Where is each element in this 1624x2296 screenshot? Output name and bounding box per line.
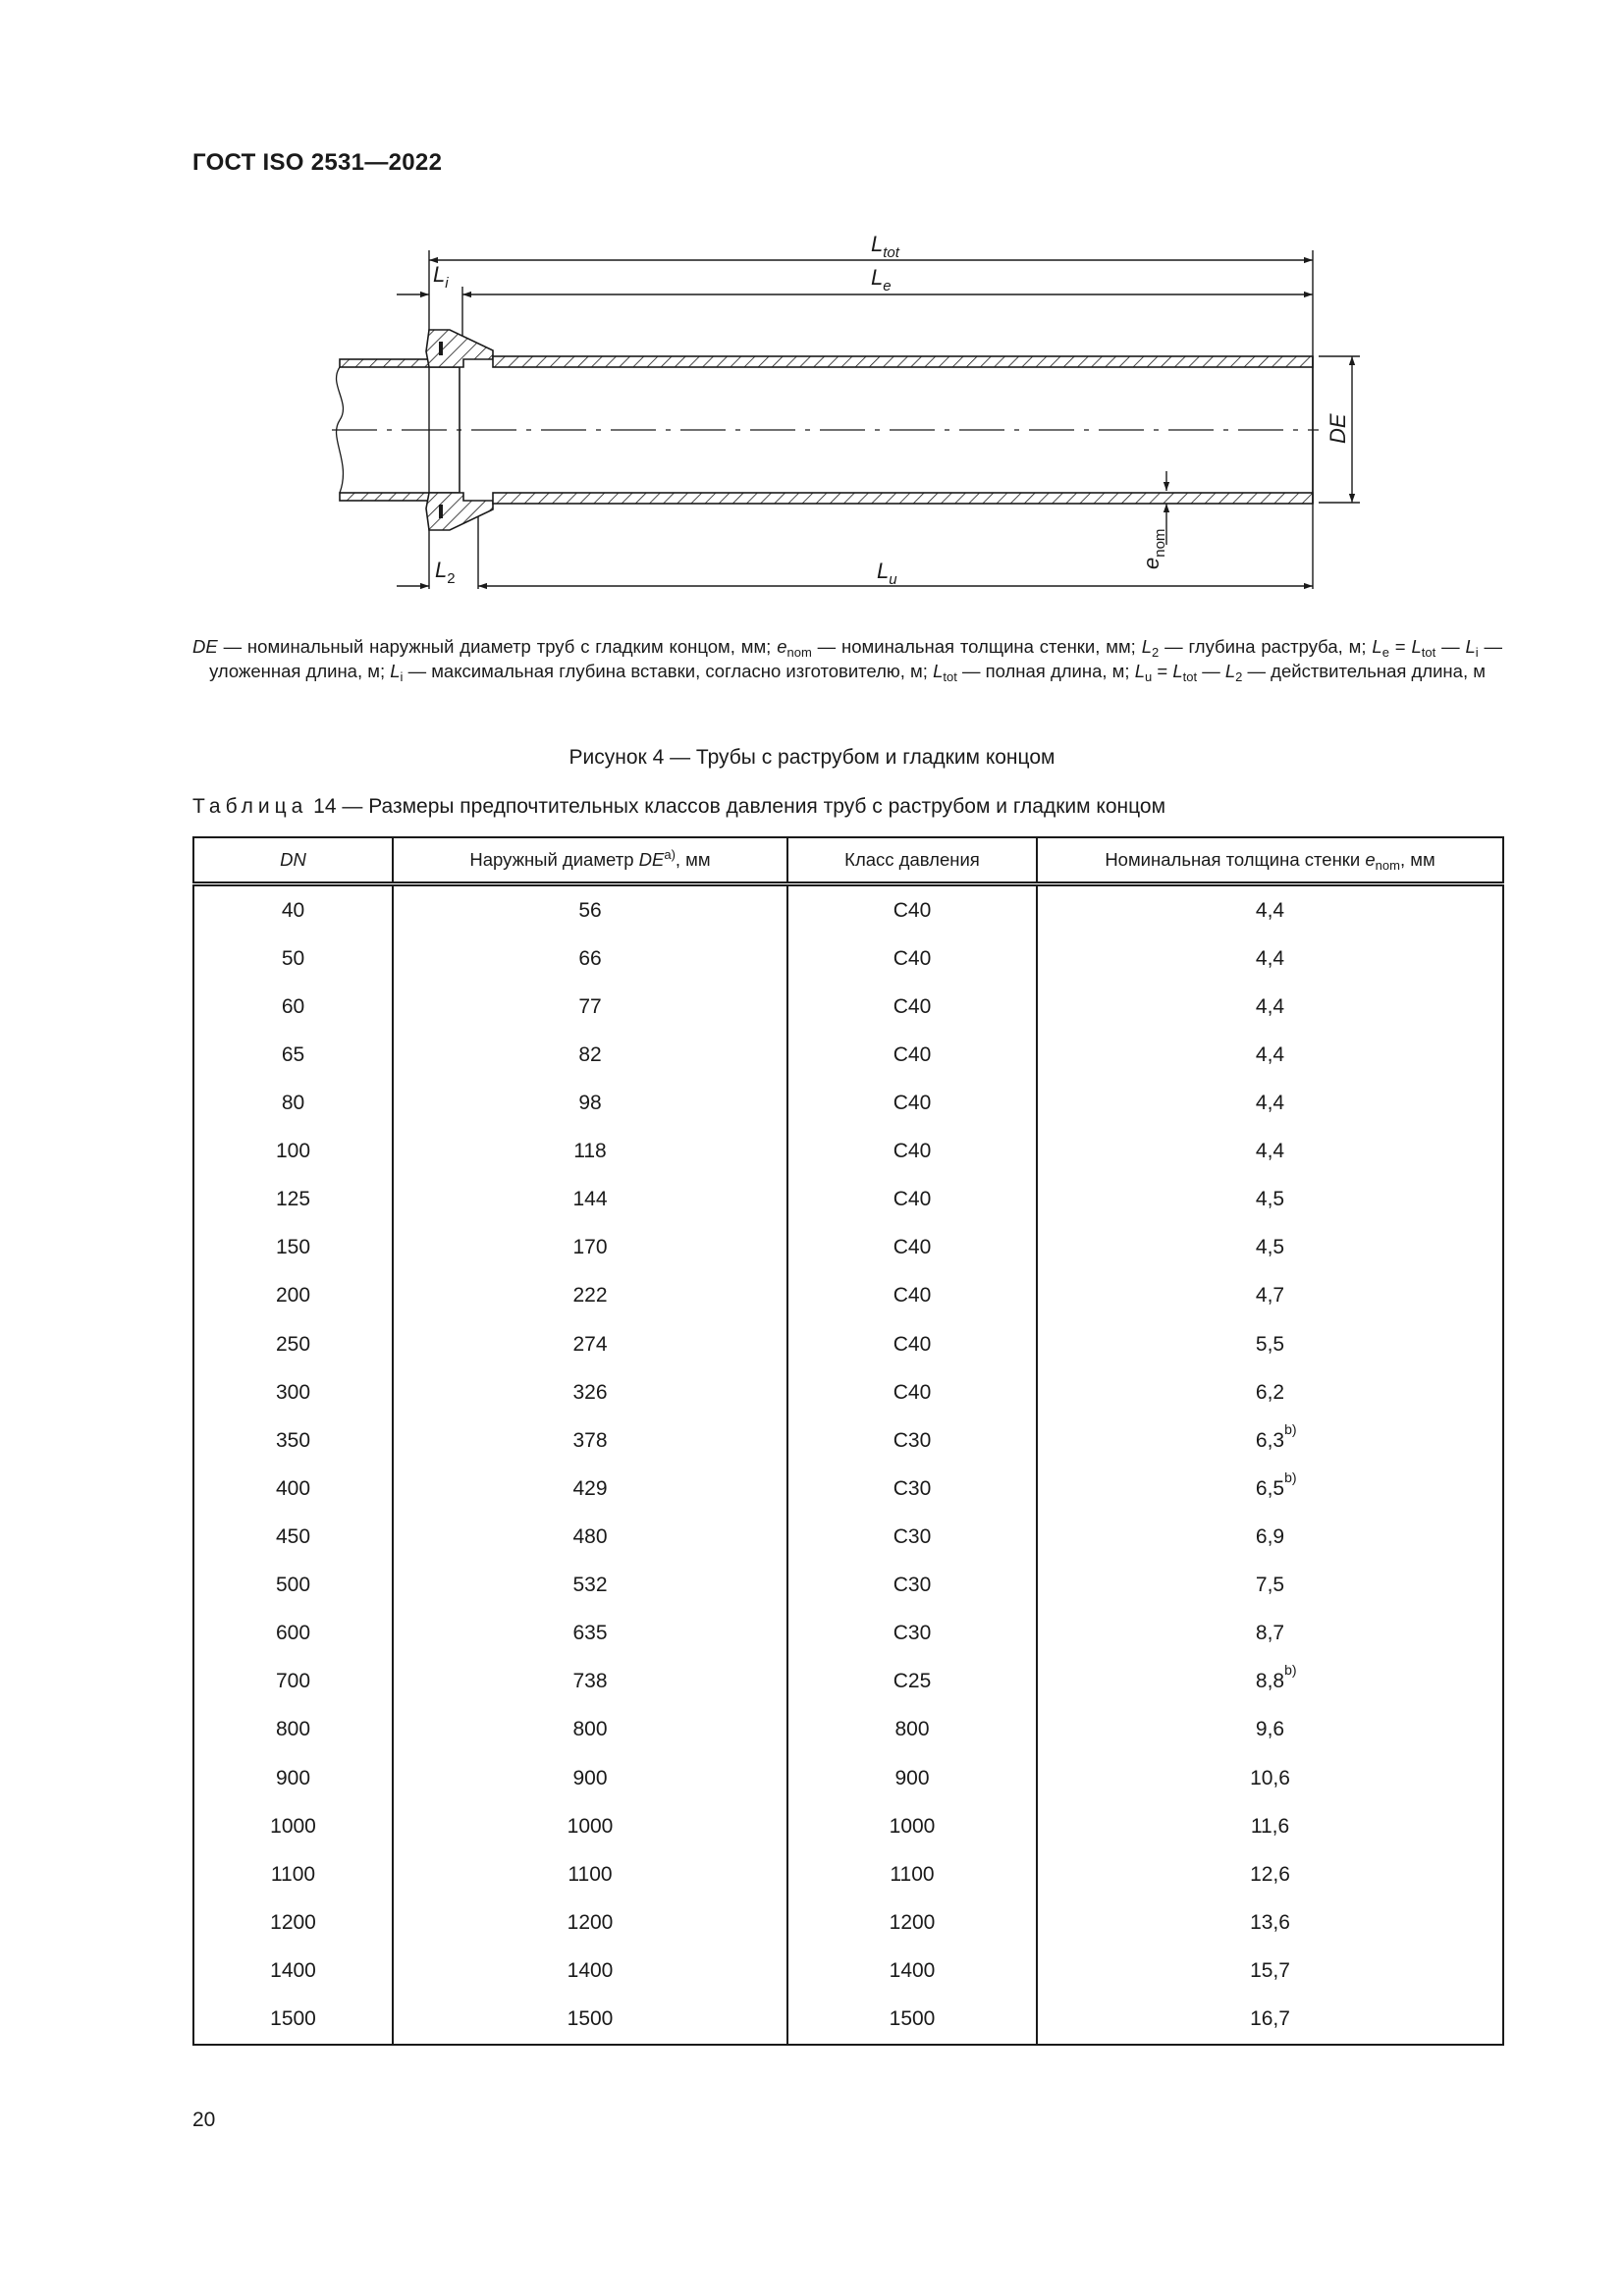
- table-row: [193, 1562, 1503, 1610]
- cell-wall: [1037, 1079, 1503, 1127]
- table-row: [193, 1996, 1503, 2045]
- wall-value: [1255, 1662, 1297, 1693]
- cell-cls: C30: [787, 1610, 1037, 1658]
- cell-wall: [1037, 1610, 1503, 1658]
- wall-number: 4,5: [1255, 1236, 1285, 1259]
- cell-de: 900: [393, 1754, 787, 1802]
- table-row: [193, 1850, 1503, 1898]
- cell-wall: [1037, 1513, 1503, 1561]
- cell-cls: C30: [787, 1513, 1037, 1561]
- cell-dn: 1100: [193, 1850, 393, 1898]
- wall-value: [1255, 1468, 1297, 1500]
- wall-number: 4,4: [1255, 994, 1285, 1018]
- cell-cls: C40: [787, 1031, 1037, 1079]
- cell-wall: [1037, 1176, 1503, 1224]
- table-caption: [192, 795, 1165, 819]
- cell-de: 1500: [393, 1996, 787, 2045]
- wall-value: [1256, 899, 1284, 922]
- cell-cls: C30: [787, 1562, 1037, 1610]
- standard-header: ГОСТ ISO 2531—2022: [192, 149, 443, 176]
- wall-value: [1250, 2007, 1290, 2030]
- cell-dn: 1000: [193, 1802, 393, 1850]
- wall-value: [1256, 1092, 1284, 1114]
- table-row: [193, 1947, 1503, 1995]
- table-row: [193, 1898, 1503, 1947]
- wall-number: 4,4: [1255, 1042, 1285, 1066]
- table-row: [193, 1368, 1503, 1416]
- cell-de: 480: [393, 1513, 787, 1561]
- wall-number: 4,4: [1255, 898, 1285, 922]
- cell-de: 800: [393, 1706, 787, 1754]
- cell-de: 56: [393, 884, 787, 935]
- wall-number: 4,5: [1255, 1188, 1285, 1211]
- cell-dn: 700: [193, 1658, 393, 1706]
- cell-cls: C40: [787, 1272, 1037, 1320]
- cell-cls: C40: [787, 1128, 1037, 1176]
- cell-de: 1200: [393, 1898, 787, 1947]
- cell-de: 144: [393, 1176, 787, 1224]
- cell-wall: [1037, 1562, 1503, 1610]
- table-caption-text: 14 — Размеры предпочтительных классов давления труб с раструбом и гладким концом: [307, 795, 1166, 818]
- cell-cls: C25: [787, 1658, 1037, 1706]
- wall-number: 11,6: [1250, 1814, 1290, 1838]
- cell-de: 738: [393, 1658, 787, 1706]
- cell-wall: [1037, 1320, 1503, 1368]
- cell-wall: [1037, 1224, 1503, 1272]
- cell-cls: 1400: [787, 1947, 1037, 1995]
- table-row: [193, 983, 1503, 1031]
- cell-dn: 150: [193, 1224, 393, 1272]
- cell-wall: [1037, 1706, 1503, 1754]
- dimension-lines: [397, 260, 1352, 586]
- cell-dn: 1400: [193, 1947, 393, 1995]
- cell-dn: 350: [193, 1416, 393, 1465]
- cell-cls: C30: [787, 1416, 1037, 1465]
- cell-wall: [1037, 1416, 1503, 1465]
- wall-value: [1250, 1911, 1290, 1934]
- page-number: 20: [192, 2109, 216, 2131]
- wall-value: [1256, 1284, 1284, 1307]
- wall-value: [1251, 1815, 1289, 1838]
- cell-de: 1400: [393, 1947, 787, 1995]
- cell-de: 77: [393, 983, 787, 1031]
- l-2-label: $L_2$: [435, 558, 456, 587]
- table-row: [193, 934, 1503, 983]
- wall-number: 8,7: [1255, 1622, 1285, 1645]
- cell-cls: C40: [787, 884, 1037, 935]
- wall-number: 6,5: [1255, 1476, 1285, 1500]
- cell-wall: [1037, 884, 1503, 935]
- cell-dn: 300: [193, 1368, 393, 1416]
- cell-cls: 900: [787, 1754, 1037, 1802]
- cell-de: 222: [393, 1272, 787, 1320]
- wall-value: [1250, 1959, 1290, 1982]
- wall-number: 12,6: [1250, 1862, 1290, 1886]
- table-row: [193, 1465, 1503, 1513]
- table-row: [193, 1802, 1503, 1850]
- cell-dn: 200: [193, 1272, 393, 1320]
- cell-wall: [1037, 1465, 1503, 1513]
- cell-cls: 1000: [787, 1802, 1037, 1850]
- wall-value: [1256, 1236, 1284, 1258]
- wall-value: [1256, 1333, 1284, 1356]
- l-u-label: $L_u$: [877, 559, 897, 588]
- de-label: DE: [1326, 413, 1350, 444]
- cell-dn: 65: [193, 1031, 393, 1079]
- cell-dn: 600: [193, 1610, 393, 1658]
- table-row: [193, 1513, 1503, 1561]
- wall-number: 6,3: [1255, 1428, 1285, 1452]
- cell-wall: [1037, 1850, 1503, 1898]
- table-row: [193, 884, 1503, 935]
- table-row: [193, 1610, 1503, 1658]
- wall-number: 5,5: [1255, 1332, 1285, 1356]
- wall-number: 4,4: [1255, 1140, 1285, 1163]
- wall-number: 6,2: [1255, 1380, 1285, 1404]
- l-tot-label: $L_{tot}$: [871, 232, 899, 261]
- cell-dn: 1200: [193, 1898, 393, 1947]
- cell-dn: 500: [193, 1562, 393, 1610]
- cell-de: 118: [393, 1128, 787, 1176]
- table-row: [193, 1754, 1503, 1802]
- dimensions-table: [192, 836, 1504, 2046]
- table-body: [193, 884, 1503, 2046]
- wall-number: 4,4: [1255, 946, 1285, 970]
- wall-value: [1256, 1718, 1284, 1740]
- wall-value: [1255, 1420, 1297, 1452]
- table-row: [193, 1031, 1503, 1079]
- table-caption-label: Таблица: [192, 795, 308, 818]
- cell-cls: C40: [787, 1320, 1037, 1368]
- table-row: [193, 1658, 1503, 1706]
- l-i-label: $L_i$: [433, 262, 449, 292]
- figure-legend: DE — номинальный наружный диаметр труб с гладким концом, мм; $e_{nom}$ — номинальная толщина стенки, мм; $L_2$ — глубина раструба, м; $L_e = L_{tot}$ — $L_i$ — уложенная длина, м; $L_i$ — максимальная глубина вставки, согласно изготовителю, м; $L_{tot}$ — полная длина, м; $L_u = L_{tot}$ — $L_2$ — действительная длина, м: [192, 636, 1503, 684]
- wall-value: [1256, 1043, 1284, 1066]
- cell-de: 1100: [393, 1850, 787, 1898]
- cell-dn: 900: [193, 1754, 393, 1802]
- cell-wall: [1037, 1996, 1503, 2045]
- cell-cls: C40: [787, 1224, 1037, 1272]
- cell-de: 378: [393, 1416, 787, 1465]
- wall-value: [1256, 1381, 1284, 1404]
- cell-wall: [1037, 1658, 1503, 1706]
- cell-dn: 125: [193, 1176, 393, 1224]
- table-row: [193, 1079, 1503, 1127]
- cell-dn: 60: [193, 983, 393, 1031]
- cell-dn: 80: [193, 1079, 393, 1127]
- cell-de: 82: [393, 1031, 787, 1079]
- footnote-marker: b): [1284, 1662, 1297, 1679]
- cell-wall: [1037, 934, 1503, 983]
- cell-dn: 100: [193, 1128, 393, 1176]
- wall-number: 4,4: [1255, 1092, 1285, 1115]
- wall-number: 10,6: [1250, 1766, 1290, 1789]
- table-row: [193, 1706, 1503, 1754]
- wall-value: [1256, 1188, 1284, 1210]
- cell-de: 274: [393, 1320, 787, 1368]
- footnote-marker: b): [1284, 1468, 1297, 1485]
- cell-cls: 1200: [787, 1898, 1037, 1947]
- wall-value: [1250, 1767, 1290, 1789]
- header-outer-diameter: Наружный диаметр DE$^{a)}$, мм: [393, 837, 787, 884]
- cell-dn: 40: [193, 884, 393, 935]
- wall-number: 7,5: [1255, 1574, 1285, 1597]
- wall-value: [1256, 1140, 1284, 1162]
- cell-wall: [1037, 1031, 1503, 1079]
- extension-lines: [429, 250, 1360, 589]
- cell-cls: 1100: [787, 1850, 1037, 1898]
- wall-number: 9,6: [1255, 1718, 1285, 1741]
- wall-value: [1256, 947, 1284, 970]
- cell-wall: [1037, 983, 1503, 1031]
- wall-value: [1256, 995, 1284, 1018]
- footnote-marker: b): [1284, 1420, 1297, 1437]
- cell-cls: C30: [787, 1465, 1037, 1513]
- cell-dn: 1500: [193, 1996, 393, 2045]
- cell-wall: [1037, 1802, 1503, 1850]
- pipe-drawing: [0, 0, 1624, 628]
- cell-wall: [1037, 1754, 1503, 1802]
- cell-cls: 800: [787, 1706, 1037, 1754]
- table-row: [193, 1128, 1503, 1176]
- header-dn: DN: [193, 837, 393, 884]
- cell-de: 532: [393, 1562, 787, 1610]
- cell-wall: [1037, 1898, 1503, 1947]
- cell-cls: C40: [787, 1368, 1037, 1416]
- cell-cls: C40: [787, 1176, 1037, 1224]
- wall-value: [1256, 1622, 1284, 1644]
- cell-de: 98: [393, 1079, 787, 1127]
- cell-wall: [1037, 1368, 1503, 1416]
- cell-dn: 450: [193, 1513, 393, 1561]
- cell-dn: 800: [193, 1706, 393, 1754]
- header-pressure-class: Класс давления: [787, 837, 1037, 884]
- cell-cls: C40: [787, 983, 1037, 1031]
- l-e-label: $L_e$: [871, 265, 892, 294]
- table-row: [193, 1416, 1503, 1465]
- cell-de: 66: [393, 934, 787, 983]
- wall-value: [1250, 1863, 1290, 1886]
- cell-wall: [1037, 1947, 1503, 1995]
- table-row: [193, 1224, 1503, 1272]
- cell-wall: [1037, 1128, 1503, 1176]
- wall-number: 4,7: [1255, 1284, 1285, 1308]
- table-row: [193, 1272, 1503, 1320]
- wall-value: [1256, 1574, 1284, 1596]
- wall-number: 8,8: [1255, 1670, 1285, 1693]
- cell-de: 326: [393, 1368, 787, 1416]
- wall-number: 15,7: [1250, 1958, 1290, 1982]
- cell-de: 429: [393, 1465, 787, 1513]
- wall-number: 6,9: [1255, 1525, 1285, 1548]
- cell-cls: C40: [787, 1079, 1037, 1127]
- wall-value: [1256, 1525, 1284, 1548]
- cell-de: 170: [393, 1224, 787, 1272]
- cell-dn: 250: [193, 1320, 393, 1368]
- wall-number: 13,6: [1250, 1910, 1290, 1934]
- cell-dn: 400: [193, 1465, 393, 1513]
- cell-wall: [1037, 1272, 1503, 1320]
- e-nom-label: $e_{nom}$: [1139, 528, 1168, 569]
- cell-cls: C40: [787, 934, 1037, 983]
- table-header-row: [193, 837, 1503, 884]
- cell-dn: 50: [193, 934, 393, 983]
- cell-cls: 1500: [787, 1996, 1037, 2045]
- figure-caption: Рисунок 4 — Трубы с раструбом и гладким концом: [568, 746, 1056, 769]
- table-row: [193, 1320, 1503, 1368]
- cell-de: 1000: [393, 1802, 787, 1850]
- wall-number: 16,7: [1250, 2007, 1290, 2031]
- table-row: [193, 1176, 1503, 1224]
- header-wall-thickness: Номинальная толщина стенки $e_{nom}$, мм: [1037, 837, 1503, 884]
- cell-de: 635: [393, 1610, 787, 1658]
